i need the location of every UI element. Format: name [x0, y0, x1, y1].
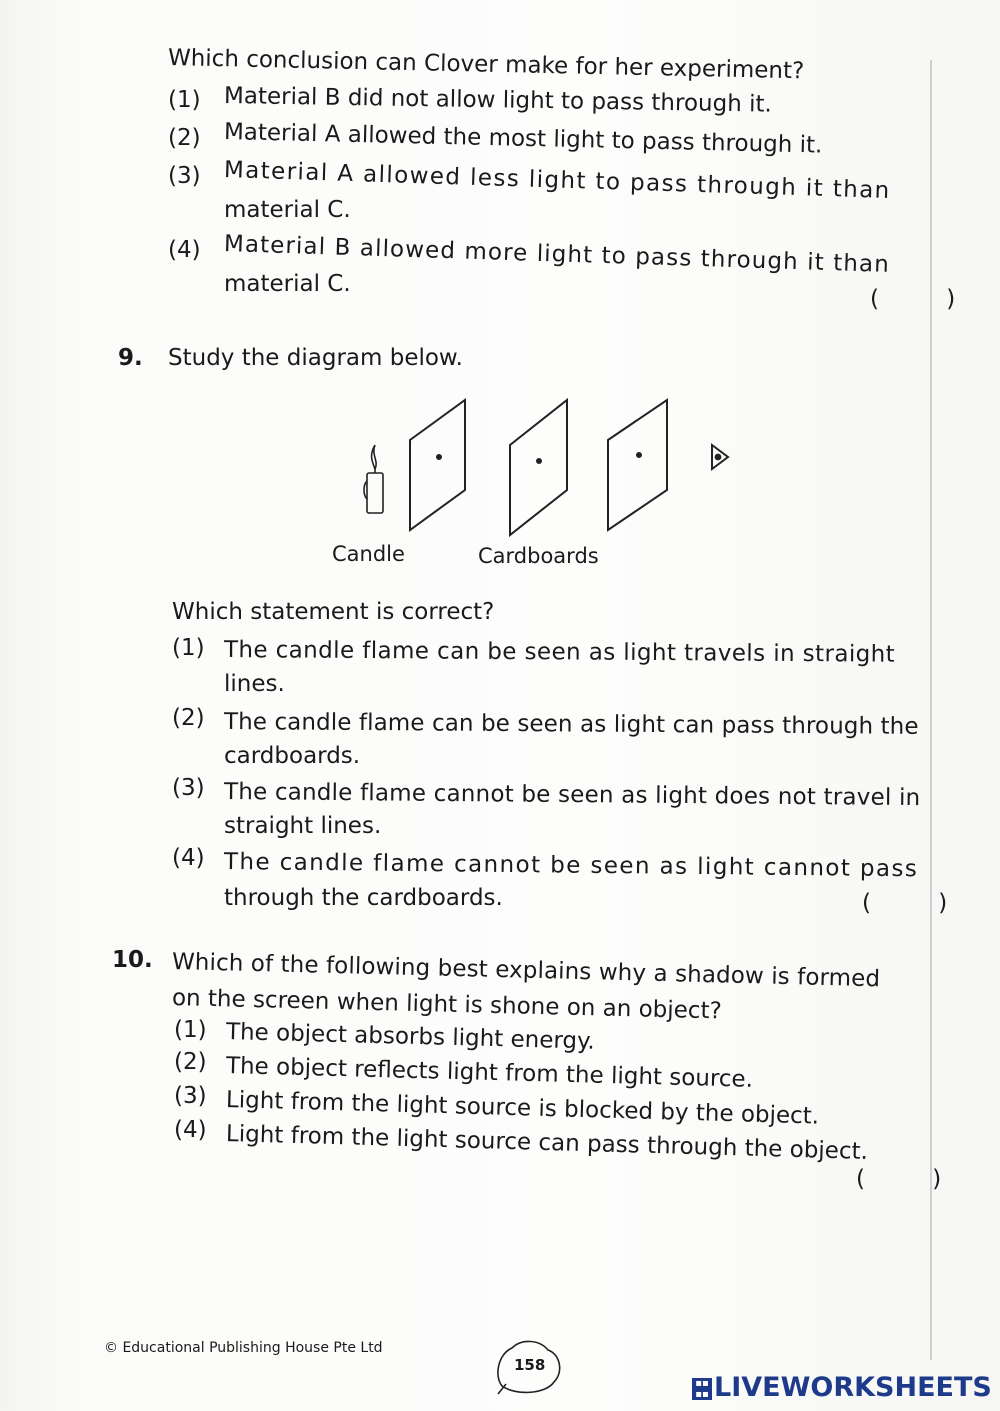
q10-option-3-number: (3) [174, 1083, 207, 1109]
q9-option-3-number: (3) [172, 775, 205, 801]
cardboard-2 [510, 400, 567, 535]
cardboard-3 [608, 400, 667, 530]
q9-option-1-text: The candle flame can be seen as light travels in straight [223, 637, 896, 668]
q9-option-4-number: (4) [172, 845, 205, 871]
q9-option-2-number: (2) [172, 705, 205, 731]
liveworksheets-brand: LIVEWORKSHEETS [714, 1372, 992, 1403]
candle-icon [364, 445, 383, 513]
copyright-text: © Educational Publishing House Pte Ltd [104, 1340, 383, 1356]
q10-answer-bracket[interactable]: ( ) [856, 1166, 972, 1192]
q8-option-4-text: Material B allowed more light to pass through it than [223, 231, 891, 278]
q10-option-4-text: Light from the light source can pass through the object. [225, 1121, 869, 1165]
q8-option-3-text: Material A allowed less light to pass through it than [223, 157, 892, 204]
q10-option-2-number: (2) [174, 1049, 207, 1075]
q8-option-3-number: (3) [168, 163, 201, 189]
q10-option-1-text: The object absorbs light energy. [225, 1019, 596, 1055]
q8-option-1-number: (1) [168, 87, 201, 113]
q10-option-1-number: (1) [174, 1017, 207, 1043]
q9-option-1-text-line2: lines. [224, 671, 285, 697]
q8-option-3-text-line2: material C. [224, 197, 351, 223]
liveworksheets-logo[interactable] [692, 1372, 992, 1403]
q8-option-2-number: (2) [168, 125, 201, 151]
q8-stem: Which conclusion can Clover make for her experiment? [167, 45, 805, 85]
eye-icon [712, 445, 728, 469]
q8-option-1-text: Material B did not allow light to pass through it. [223, 83, 772, 118]
q9-option-2-text-line2: cardboards. [224, 743, 361, 769]
q8-option-4-number: (4) [168, 237, 201, 263]
q8-answer-bracket[interactable]: ( ) [870, 286, 986, 312]
q9-option-4-text-line2: through the cardboards. [224, 885, 503, 911]
q9-diagram [355, 395, 735, 545]
q9-stem: Study the diagram below. [168, 345, 463, 371]
q10-stem-line2: on the screen when light is shone on an object? [171, 985, 723, 1025]
cardboards-label: Cardboards [478, 544, 599, 568]
page-edge-line [930, 60, 932, 1360]
q9-number: 9. [118, 345, 143, 371]
q10-option-2-text: The object reflects light from the light source. [225, 1053, 754, 1093]
q8-option-2-text: Material A allowed the most light to pass through it. [223, 119, 823, 159]
q10-stem: Which of the following best explains why a shadow is formed [171, 949, 881, 993]
q9-question: Which statement is correct? [172, 599, 495, 625]
q9-option-3-text-line2: straight lines. [224, 813, 382, 839]
q9-answer-bracket[interactable]: ( ) [862, 890, 978, 916]
q10-option-4-number: (4) [174, 1117, 207, 1143]
q9-option-1-number: (1) [172, 635, 205, 661]
q9-option-4-text: The candle flame cannot be seen as light cannot pass [223, 849, 919, 883]
cardboard-1 [410, 400, 465, 530]
liveworksheets-icon: ▪▪ ▪▪ [692, 1378, 712, 1400]
q8-option-4-text-line2: material C. [224, 271, 351, 297]
q10-number: 10. [112, 947, 153, 973]
q9-option-2-text: The candle flame can be seen as light can pass through the [223, 709, 919, 740]
q10-option-3-text: Light from the light source is blocked by the object. [225, 1087, 820, 1130]
page-number: 158 [514, 1356, 546, 1374]
candle-label: Candle [332, 542, 405, 566]
q9-option-3-text: The candle flame cannot be seen as light does not travel in [223, 779, 921, 812]
